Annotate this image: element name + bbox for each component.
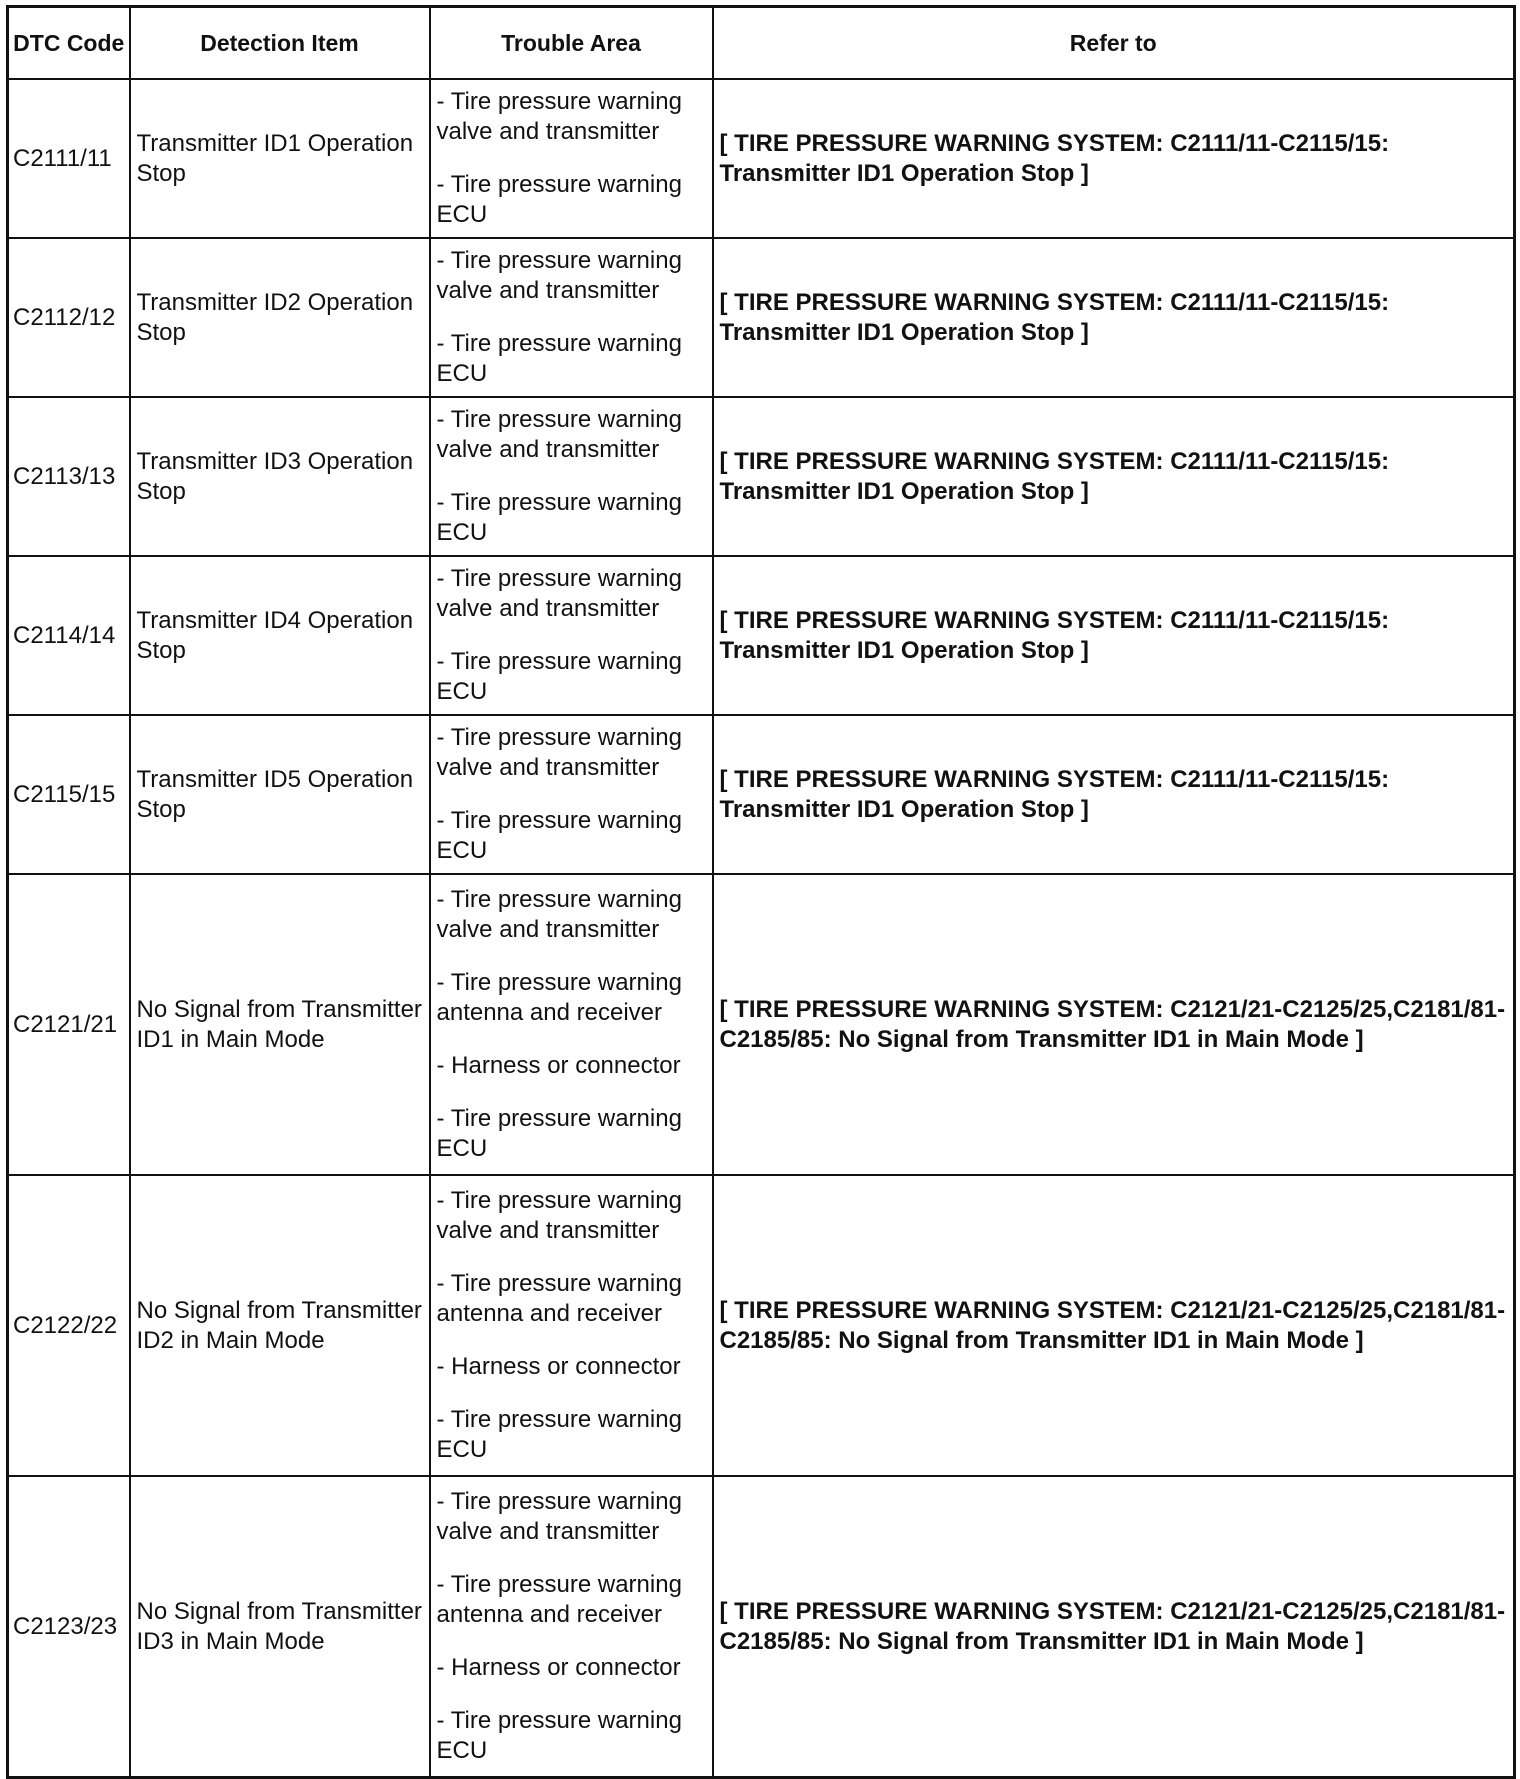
trouble-area-cell (430, 397, 713, 556)
table-row (8, 874, 1515, 1175)
dtc-code-cell: C2115/15 (8, 715, 130, 874)
trouble-area-item: - Tire pressure warning antenna and receiver (436, 1571, 682, 1628)
detection-item-cell: No Signal from Transmitter ID3 in Main Mode (130, 1476, 430, 1778)
table-row (8, 79, 1515, 238)
trouble-area-item: - Tire pressure warning ECU (436, 1406, 682, 1463)
trouble-area-item: - Tire pressure warning ECU (436, 330, 682, 387)
table-header (8, 7, 1515, 80)
trouble-area-item: - Tire pressure warning valve and transmitter (436, 88, 682, 145)
header-trouble-area: Trouble Area (430, 7, 713, 80)
trouble-area-item: - Tire pressure warning valve and transmitter (436, 724, 682, 781)
trouble-area-cell (430, 238, 713, 397)
header-detection-item: Detection Item (130, 7, 430, 80)
refer-to-link[interactable]: [ TIRE PRESSURE WARNING SYSTEM: C2111/11-C2115/15: Transmitter ID1 Operation Stop ] (713, 238, 1515, 397)
trouble-area-cell (430, 715, 713, 874)
trouble-area-item: - Tire pressure warning ECU (436, 1105, 682, 1162)
trouble-area-item: - Tire pressure warning ECU (436, 807, 682, 864)
trouble-area-item: - Tire pressure warning valve and transmitter (436, 1488, 682, 1545)
header-dtc-code: DTC Code (8, 7, 130, 80)
trouble-area-item: - Tire pressure warning valve and transmitter (436, 247, 682, 304)
trouble-area-item: - Tire pressure warning antenna and receiver (436, 1270, 682, 1327)
refer-to-link[interactable]: [ TIRE PRESSURE WARNING SYSTEM: C2111/11-C2115/15: Transmitter ID1 Operation Stop ] (713, 79, 1515, 238)
trouble-area-item: - Tire pressure warning ECU (436, 171, 682, 228)
detection-item-cell: Transmitter ID4 Operation Stop (130, 556, 430, 715)
trouble-area-item: - Tire pressure warning valve and transmitter (436, 886, 682, 943)
trouble-area-cell (430, 874, 713, 1175)
dtc-table (6, 5, 1516, 1779)
dtc-code-cell: C2123/23 (8, 1476, 130, 1778)
trouble-area-item: - Harness or connector (436, 1052, 681, 1079)
table-row (8, 1175, 1515, 1476)
trouble-area-item: - Tire pressure warning valve and transmitter (436, 1187, 682, 1244)
trouble-area-item: - Tire pressure warning antenna and receiver (436, 969, 682, 1026)
trouble-area-item: - Tire pressure warning valve and transmitter (436, 406, 682, 463)
header-row (8, 7, 1515, 80)
dtc-code-cell: C2122/22 (8, 1175, 130, 1476)
table-row (8, 397, 1515, 556)
trouble-area-item: - Tire pressure warning ECU (436, 489, 682, 546)
dtc-code-cell: C2114/14 (8, 556, 130, 715)
detection-item-cell: Transmitter ID1 Operation Stop (130, 79, 430, 238)
detection-item-cell: No Signal from Transmitter ID2 in Main Mode (130, 1175, 430, 1476)
table-row (8, 715, 1515, 874)
trouble-area-cell (430, 1476, 713, 1778)
trouble-area-item: - Harness or connector (436, 1654, 681, 1681)
refer-to-link[interactable]: [ TIRE PRESSURE WARNING SYSTEM: C2111/11-C2115/15: Transmitter ID1 Operation Stop ] (713, 556, 1515, 715)
refer-to-link[interactable]: [ TIRE PRESSURE WARNING SYSTEM: C2111/11-C2115/15: Transmitter ID1 Operation Stop ] (713, 715, 1515, 874)
trouble-area-item: - Tire pressure warning ECU (436, 648, 682, 705)
trouble-area-cell (430, 1175, 713, 1476)
refer-to-link[interactable]: [ TIRE PRESSURE WARNING SYSTEM: C2121/21-C2125/25,C2181/81-C2185/85: No Signal from Transmitter ID1 in Main Mode ] (713, 1175, 1515, 1476)
header-refer-to: Refer to (713, 7, 1515, 80)
detection-item-cell: Transmitter ID2 Operation Stop (130, 238, 430, 397)
detection-item-cell: No Signal from Transmitter ID1 in Main Mode (130, 874, 430, 1175)
trouble-area-item: - Harness or connector (436, 1353, 681, 1380)
refer-to-link[interactable]: [ TIRE PRESSURE WARNING SYSTEM: C2121/21-C2125/25,C2181/81-C2185/85: No Signal from Transmitter ID1 in Main Mode ] (713, 1476, 1515, 1778)
table-row (8, 556, 1515, 715)
table-row (8, 238, 1515, 397)
refer-to-link[interactable]: [ TIRE PRESSURE WARNING SYSTEM: C2121/21-C2125/25,C2181/81-C2185/85: No Signal from Transmitter ID1 in Main Mode ] (713, 874, 1515, 1175)
trouble-area-item: - Tire pressure warning valve and transmitter (436, 565, 682, 622)
dtc-code-cell: C2111/11 (8, 79, 130, 238)
detection-item-cell: Transmitter ID5 Operation Stop (130, 715, 430, 874)
dtc-code-cell: C2113/13 (8, 397, 130, 556)
table-body (8, 79, 1515, 1778)
refer-to-link[interactable]: [ TIRE PRESSURE WARNING SYSTEM: C2111/11-C2115/15: Transmitter ID1 Operation Stop ] (713, 397, 1515, 556)
trouble-area-cell (430, 556, 713, 715)
table-row (8, 1476, 1515, 1778)
dtc-code-cell: C2112/12 (8, 238, 130, 397)
trouble-area-cell (430, 79, 713, 238)
dtc-code-cell: C2121/21 (8, 874, 130, 1175)
detection-item-cell: Transmitter ID3 Operation Stop (130, 397, 430, 556)
trouble-area-item: - Tire pressure warning ECU (436, 1707, 682, 1764)
